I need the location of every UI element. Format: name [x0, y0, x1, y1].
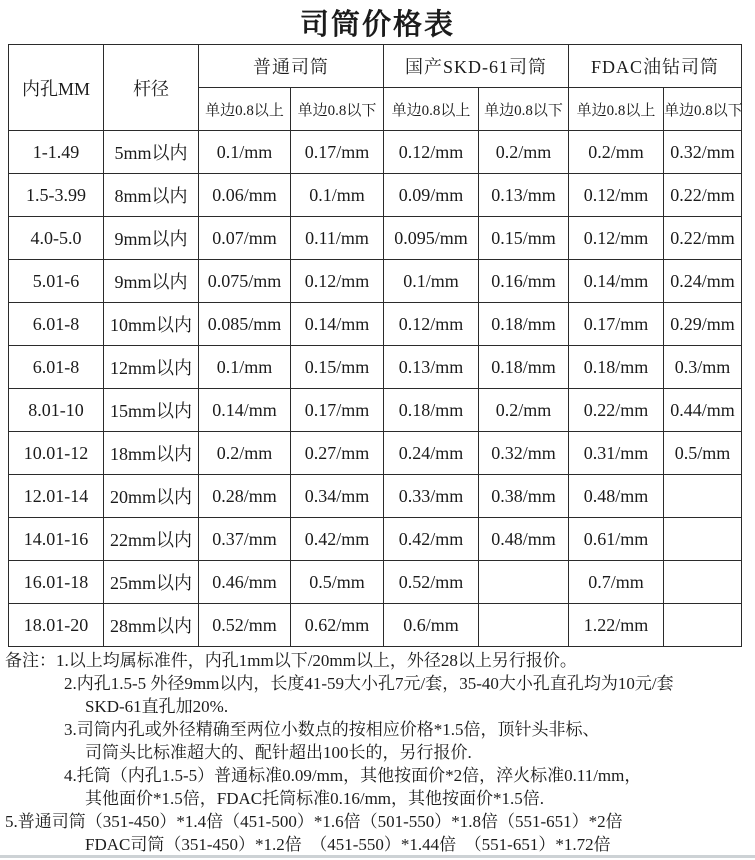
note-line: 4.托筒（内孔1.5-5）普通标准0.09/mm，其他按面价*2倍，淬火标准0.11/mm，	[64, 766, 642, 785]
price-cell: 0.14/mm	[291, 303, 384, 346]
price-cell: 0.17/mm	[291, 131, 384, 174]
rod-diameter-cell: 25mm以内	[104, 561, 199, 604]
price-cell: 0.22/mm	[664, 174, 742, 217]
price-cell: 0.15/mm	[291, 346, 384, 389]
col-header-rod: 杆径	[104, 45, 199, 131]
price-cell: 0.18/mm	[384, 389, 479, 432]
col-header-bore: 内孔MM	[9, 45, 104, 131]
note-line: 其他面价*1.5倍，FDAC托筒标准0.16/mm，其他按面价*1.5倍.	[85, 789, 545, 808]
note-line: SKD-61直孔加20%.	[85, 697, 229, 716]
bore-range-cell: 8.01-10	[9, 389, 104, 432]
bore-range-cell: 6.01-8	[9, 303, 104, 346]
subheader-skd61-over-0-8: 单边0.8以上	[384, 88, 479, 131]
price-cell: 0.7/mm	[569, 561, 664, 604]
bore-range-cell: 16.01-18	[9, 561, 104, 604]
price-cell: 0.2/mm	[569, 131, 664, 174]
price-cell: 0.61/mm	[569, 518, 664, 561]
price-cell: 0.34/mm	[291, 475, 384, 518]
rod-diameter-cell: 5mm以内	[104, 131, 199, 174]
price-cell: 0.12/mm	[569, 174, 664, 217]
table-row	[9, 389, 742, 432]
rod-diameter-cell: 20mm以内	[104, 475, 199, 518]
price-cell: 0.1/mm	[384, 260, 479, 303]
price-cell: 0.13/mm	[384, 346, 479, 389]
price-table-header	[9, 45, 742, 131]
bore-range-cell: 14.01-16	[9, 518, 104, 561]
table-row	[9, 174, 742, 217]
price-cell	[479, 561, 569, 604]
bore-range-cell: 4.0-5.0	[9, 217, 104, 260]
price-cell: 0.13/mm	[479, 174, 569, 217]
price-cell: 0.12/mm	[291, 260, 384, 303]
price-cell: 0.2/mm	[199, 432, 291, 475]
note-line: 2.内孔1.5-5 外径9mm以内，长度41-59大小孔7元/套，35-40大小孔直孔均为10元/套	[64, 674, 674, 693]
price-table-body	[9, 131, 742, 647]
price-cell: 0.18/mm	[569, 346, 664, 389]
rod-diameter-cell: 22mm以内	[104, 518, 199, 561]
price-cell: 0.085/mm	[199, 303, 291, 346]
note-line: FDAC司筒（351-450）*1.2倍 （451-550）*1.44倍 （551-651）*1.72倍	[85, 835, 611, 854]
note-line: 司筒头比标准超大的、配针超出100长的，另行报价.	[85, 743, 472, 762]
table-row	[9, 518, 742, 561]
table-row	[9, 260, 742, 303]
bore-range-cell: 6.01-8	[9, 346, 104, 389]
table-row	[9, 432, 742, 475]
page-title: 司筒价格表	[299, 9, 455, 41]
price-cell: 0.33/mm	[384, 475, 479, 518]
price-cell: 0.095/mm	[384, 217, 479, 260]
price-cell: 0.38/mm	[479, 475, 569, 518]
price-cell: 0.6/mm	[384, 604, 479, 647]
price-cell: 0.52/mm	[199, 604, 291, 647]
bore-range-cell: 12.01-14	[9, 475, 104, 518]
price-cell	[664, 518, 742, 561]
price-cell	[664, 561, 742, 604]
price-cell: 0.62/mm	[291, 604, 384, 647]
price-cell: 0.12/mm	[569, 217, 664, 260]
price-cell: 0.44/mm	[664, 389, 742, 432]
price-cell	[664, 604, 742, 647]
price-cell: 0.075/mm	[199, 260, 291, 303]
price-cell: 0.29/mm	[664, 303, 742, 346]
price-cell	[664, 475, 742, 518]
table-row	[9, 303, 742, 346]
note-line: 备注：1.以上均属标准件，内孔1mm以下/20mm以上，外径28以上另行报价。	[5, 651, 577, 670]
price-cell: 0.14/mm	[569, 260, 664, 303]
table-row	[9, 217, 742, 260]
price-cell: 0.37/mm	[199, 518, 291, 561]
price-cell	[479, 604, 569, 647]
price-cell: 0.22/mm	[569, 389, 664, 432]
price-cell: 0.11/mm	[291, 217, 384, 260]
price-cell: 0.12/mm	[384, 131, 479, 174]
price-cell: 0.28/mm	[199, 475, 291, 518]
rod-diameter-cell: 10mm以内	[104, 303, 199, 346]
table-row	[9, 131, 742, 174]
price-cell: 0.52/mm	[384, 561, 479, 604]
price-cell: 0.15/mm	[479, 217, 569, 260]
price-cell: 0.17/mm	[291, 389, 384, 432]
price-cell: 0.42/mm	[291, 518, 384, 561]
price-cell: 0.2/mm	[479, 389, 569, 432]
group-header-ordinary-sleeve: 普通司筒	[199, 45, 384, 88]
rod-diameter-cell: 9mm以内	[104, 260, 199, 303]
price-cell: 1.22/mm	[569, 604, 664, 647]
price-cell: 0.48/mm	[479, 518, 569, 561]
subheader-ordinary-under-0-8: 单边0.8以下	[291, 88, 384, 131]
group-header-fdac-sleeve: FDAC油钻司筒	[569, 45, 742, 88]
subheader-fdac-under-0-8: 单边0.8以下	[664, 88, 742, 131]
price-cell: 0.09/mm	[384, 174, 479, 217]
table-row	[9, 346, 742, 389]
bottom-scan-line	[0, 855, 755, 858]
rod-diameter-cell: 9mm以内	[104, 217, 199, 260]
price-cell: 0.1/mm	[199, 346, 291, 389]
bore-range-cell: 1-1.49	[9, 131, 104, 174]
bore-range-cell: 5.01-6	[9, 260, 104, 303]
bore-range-cell: 10.01-12	[9, 432, 104, 475]
price-cell: 0.1/mm	[291, 174, 384, 217]
bore-range-cell: 18.01-20	[9, 604, 104, 647]
table-row	[9, 604, 742, 647]
price-cell: 0.16/mm	[479, 260, 569, 303]
note-line: 5.普通司筒（351-450）*1.4倍（451-500）*1.6倍（501-550）*1.8倍（551-651）*2倍	[5, 812, 623, 831]
price-cell: 0.24/mm	[384, 432, 479, 475]
price-cell: 0.18/mm	[479, 303, 569, 346]
rod-diameter-cell: 8mm以内	[104, 174, 199, 217]
rod-diameter-cell: 18mm以内	[104, 432, 199, 475]
rod-diameter-cell: 15mm以内	[104, 389, 199, 432]
price-cell: 0.18/mm	[479, 346, 569, 389]
subheader-skd61-under-0-8: 单边0.8以下	[479, 88, 569, 131]
price-cell: 0.5/mm	[291, 561, 384, 604]
table-row	[9, 561, 742, 604]
price-cell: 0.32/mm	[479, 432, 569, 475]
price-cell: 0.46/mm	[199, 561, 291, 604]
price-cell: 0.48/mm	[569, 475, 664, 518]
price-cell: 0.27/mm	[291, 432, 384, 475]
note-line: 3.司筒内孔或外径精确至两位小数点的按相应价格*1.5倍，顶针头非标、	[64, 720, 600, 739]
price-cell: 0.32/mm	[664, 131, 742, 174]
price-table	[8, 44, 742, 647]
bore-range-cell: 1.5-3.99	[9, 174, 104, 217]
price-cell: 0.22/mm	[664, 217, 742, 260]
subheader-ordinary-over-0-8: 单边0.8以上	[199, 88, 291, 131]
rod-diameter-cell: 12mm以内	[104, 346, 199, 389]
price-cell: 0.2/mm	[479, 131, 569, 174]
price-cell: 0.31/mm	[569, 432, 664, 475]
price-cell: 0.1/mm	[199, 131, 291, 174]
price-cell: 0.24/mm	[664, 260, 742, 303]
price-cell: 0.17/mm	[569, 303, 664, 346]
notes	[0, 649, 755, 856]
price-cell: 0.3/mm	[664, 346, 742, 389]
group-header-skd61-sleeve: 国产SKD-61司筒	[384, 45, 569, 88]
price-cell: 0.12/mm	[384, 303, 479, 346]
subheader-fdac-over-0-8: 单边0.8以上	[569, 88, 664, 131]
rod-diameter-cell: 28mm以内	[104, 604, 199, 647]
price-cell: 0.42/mm	[384, 518, 479, 561]
table-row	[9, 475, 742, 518]
price-cell: 0.07/mm	[199, 217, 291, 260]
price-cell: 0.5/mm	[664, 432, 742, 475]
price-cell: 0.06/mm	[199, 174, 291, 217]
price-cell: 0.14/mm	[199, 389, 291, 432]
